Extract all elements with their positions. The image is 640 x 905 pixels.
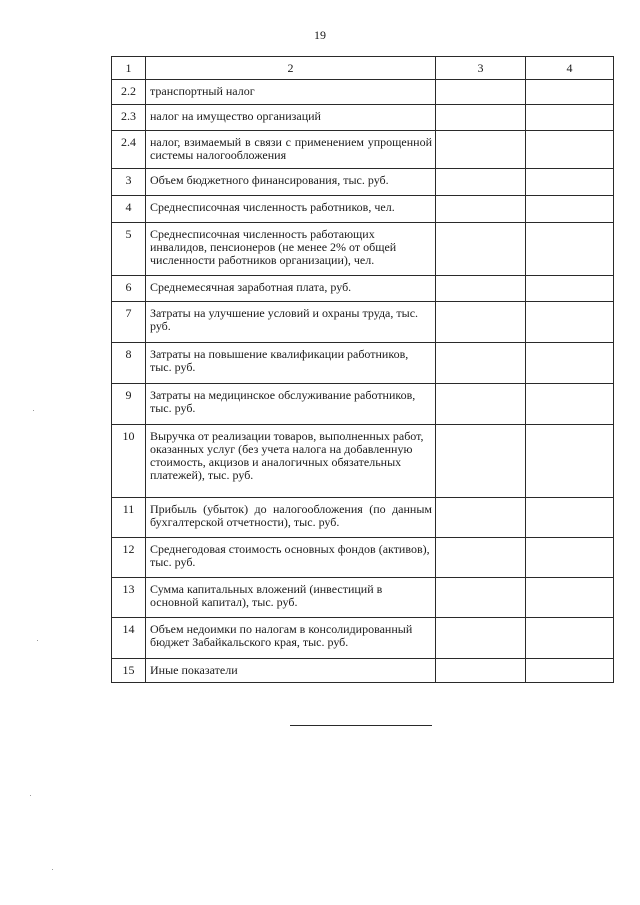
row-cell-col3 [436,538,526,578]
header-col-1: 1 [112,57,146,80]
row-number: 7 [112,302,146,343]
row-cell-col3 [436,343,526,384]
row-indicator: Выручка от реализации товаров, выполненных работ, оказанных услуг (без учета налога на добавленную стоимость, акцизов и аналогичных обязательных платежей), тыс. руб. [146,425,436,498]
row-indicator: Прибыль (убыток) до налогообложения (по данным бухгалтерской отчетности), тыс. руб. [146,498,436,538]
row-indicator: Среднегодовая стоимость основных фондов (активов), тыс. руб. [146,538,436,578]
row-cell-col3 [436,618,526,659]
table-row [112,223,614,276]
row-cell-col4 [526,80,614,105]
row-indicator: Среднесписочная численность работников, чел. [146,196,436,223]
row-cell-col4 [526,659,614,683]
row-number: 12 [112,538,146,578]
row-indicator: Затраты на медицинское обслуживание работников, тыс. руб. [146,384,436,425]
row-number: 14 [112,618,146,659]
row-number: 2.2 [112,80,146,105]
table-row [112,80,614,105]
row-number: 9 [112,384,146,425]
row-number: 15 [112,659,146,683]
table-row [112,384,614,425]
row-cell-col4 [526,105,614,131]
row-cell-col4 [526,618,614,659]
row-indicator: Среднесписочная численность работающих инвалидов, пенсионеров (не менее 2% от общей численности работников организации), чел. [146,223,436,276]
closing-line [290,725,432,726]
table-row [112,105,614,131]
table-row [112,169,614,196]
row-number: 5 [112,223,146,276]
row-cell-col4 [526,276,614,302]
header-col-2: 2 [146,57,436,80]
row-indicator: налог, взимаемый в связи с применением упрощенной системы налогообложения [146,131,436,169]
row-cell-col4 [526,302,614,343]
row-cell-col4 [526,343,614,384]
scan-speck [37,640,38,641]
table-header-row [112,57,614,80]
row-indicator: Объем недоимки по налогам в консолидированный бюджет Забайкальского края, тыс. руб. [146,618,436,659]
row-cell-col4 [526,196,614,223]
row-number: 2.3 [112,105,146,131]
page-number: 19 [314,28,326,42]
row-indicator: налог на имущество организаций [146,105,436,131]
row-indicator: Затраты на повышение квалификации работников, тыс. руб. [146,343,436,384]
row-number: 11 [112,498,146,538]
row-cell-col3 [436,223,526,276]
row-cell-col3 [436,105,526,131]
row-cell-col4 [526,223,614,276]
table-row [112,302,614,343]
row-indicator: Иные показатели [146,659,436,683]
row-number: 2.4 [112,131,146,169]
row-cell-col3 [436,131,526,169]
header-col-3: 3 [436,57,526,80]
table-row [112,659,614,683]
row-cell-col4 [526,578,614,618]
row-cell-col3 [436,276,526,302]
table-row [112,343,614,384]
row-indicator: транспортный налог [146,80,436,105]
table-row [112,538,614,578]
table-row [112,196,614,223]
row-cell-col3 [436,498,526,538]
table-row [112,425,614,498]
row-cell-col4 [526,538,614,578]
row-cell-col3 [436,659,526,683]
row-indicator: Объем бюджетного финансирования, тыс. руб. [146,169,436,196]
header-col-4: 4 [526,57,614,80]
table-row [112,578,614,618]
row-indicator: Сумма капитальных вложений (инвестиций в основной капитал), тыс. руб. [146,578,436,618]
row-cell-col3 [436,302,526,343]
row-number: 6 [112,276,146,302]
table-row [112,498,614,538]
row-cell-col3 [436,384,526,425]
row-cell-col3 [436,196,526,223]
row-number: 3 [112,169,146,196]
row-number: 4 [112,196,146,223]
row-indicator: Среднемесячная заработная плата, руб. [146,276,436,302]
row-cell-col3 [436,169,526,196]
row-number: 8 [112,343,146,384]
row-cell-col4 [526,169,614,196]
row-cell-col4 [526,498,614,538]
scan-speck [33,410,34,411]
row-number: 13 [112,578,146,618]
indicators-table [111,56,614,683]
row-cell-col3 [436,425,526,498]
row-cell-col4 [526,131,614,169]
scan-speck [30,795,31,796]
row-number: 10 [112,425,146,498]
table-row [112,131,614,169]
row-cell-col3 [436,578,526,618]
scan-speck [52,869,53,870]
table-row [112,276,614,302]
row-cell-col4 [526,384,614,425]
table-row [112,618,614,659]
row-indicator: Затраты на улучшение условий и охраны труда, тыс. руб. [146,302,436,343]
row-cell-col4 [526,425,614,498]
row-cell-col3 [436,80,526,105]
